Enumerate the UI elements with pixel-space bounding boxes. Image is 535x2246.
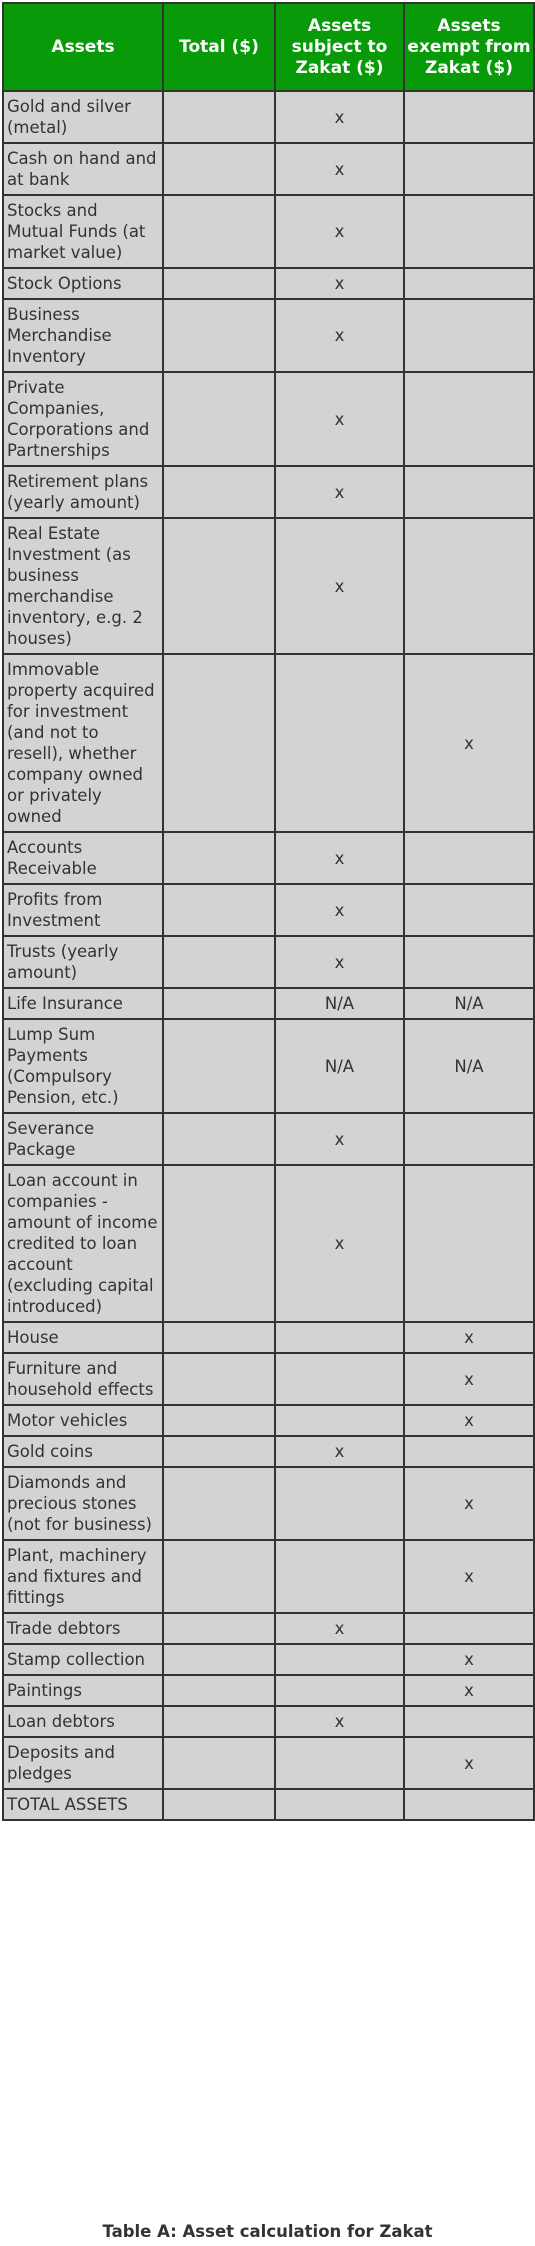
- header-exempt-from-zakat: Assets exempt from Zakat ($): [404, 3, 534, 91]
- total-cell: [163, 1789, 275, 1820]
- exempt-cell: [404, 143, 534, 195]
- exempt-cell: x: [404, 1675, 534, 1706]
- asset-cell: Private Companies, Corporations and Partnerships: [3, 372, 163, 466]
- table-row: [3, 195, 534, 268]
- total-cell: [163, 988, 275, 1019]
- asset-cell: Life Insurance: [3, 988, 163, 1019]
- table-row: [3, 1165, 534, 1322]
- asset-cell: House: [3, 1322, 163, 1353]
- subject-cell: x: [275, 195, 404, 268]
- subject-cell: x: [275, 832, 404, 884]
- exempt-cell: x: [404, 1737, 534, 1789]
- total-cell: [163, 1019, 275, 1113]
- table-row: [3, 1405, 534, 1436]
- subject-cell: [275, 1540, 404, 1613]
- subject-cell: x: [275, 1436, 404, 1467]
- table-row: [3, 1019, 534, 1113]
- exempt-cell: x: [404, 1405, 534, 1436]
- asset-cell: Trusts (yearly amount): [3, 936, 163, 988]
- table-row: [3, 936, 534, 988]
- total-cell: [163, 1322, 275, 1353]
- total-cell: [163, 91, 275, 143]
- subject-cell: x: [275, 372, 404, 466]
- asset-cell: Severance Package: [3, 1113, 163, 1165]
- subject-cell: x: [275, 936, 404, 988]
- table-row: [3, 1644, 534, 1675]
- exempt-cell: [404, 299, 534, 372]
- subject-cell: x: [275, 143, 404, 195]
- exempt-cell: x: [404, 1540, 534, 1613]
- table-row: [3, 143, 534, 195]
- asset-cell: Paintings: [3, 1675, 163, 1706]
- subject-cell: [275, 1789, 404, 1820]
- table-row: [3, 1613, 534, 1644]
- total-cell: [163, 1436, 275, 1467]
- total-cell: [163, 268, 275, 299]
- exempt-cell: N/A: [404, 988, 534, 1019]
- total-cell: [163, 1405, 275, 1436]
- asset-cell: Real Estate Investment (as business merchandise inventory, e.g. 2 houses): [3, 518, 163, 654]
- total-cell: [163, 372, 275, 466]
- subject-cell: x: [275, 1613, 404, 1644]
- exempt-cell: [404, 832, 534, 884]
- total-cell: [163, 299, 275, 372]
- subject-cell: [275, 1737, 404, 1789]
- subject-cell: x: [275, 91, 404, 143]
- total-cell: [163, 936, 275, 988]
- exempt-cell: [404, 1789, 534, 1820]
- subject-cell: [275, 1675, 404, 1706]
- table-row: [3, 372, 534, 466]
- exempt-cell: [404, 91, 534, 143]
- subject-cell: x: [275, 884, 404, 936]
- table-header-row: [3, 3, 534, 91]
- asset-cell: Cash on hand and at bank: [3, 143, 163, 195]
- total-cell: [163, 1613, 275, 1644]
- total-cell: [163, 518, 275, 654]
- asset-cell: Gold coins: [3, 1436, 163, 1467]
- subject-cell: x: [275, 268, 404, 299]
- subject-cell: N/A: [275, 988, 404, 1019]
- total-cell: [163, 1113, 275, 1165]
- subject-cell: x: [275, 1706, 404, 1737]
- subject-cell: x: [275, 299, 404, 372]
- table-row: [3, 1737, 534, 1789]
- exempt-cell: [404, 1613, 534, 1644]
- exempt-cell: [404, 1113, 534, 1165]
- asset-cell: TOTAL ASSETS: [3, 1789, 163, 1820]
- header-total: Total ($): [163, 3, 275, 91]
- total-cell: [163, 832, 275, 884]
- asset-cell: Immovable property acquired for investment (and not to resell), whether company owned or privately owned: [3, 654, 163, 832]
- asset-cell: Stocks and Mutual Funds (at market value): [3, 195, 163, 268]
- table-row: [3, 1540, 534, 1613]
- table-row: [3, 1113, 534, 1165]
- subject-cell: x: [275, 1113, 404, 1165]
- table-row: [3, 654, 534, 832]
- exempt-cell: [404, 1165, 534, 1322]
- table-row: [3, 988, 534, 1019]
- asset-cell: Stamp collection: [3, 1644, 163, 1675]
- exempt-cell: x: [404, 654, 534, 832]
- asset-cell: Plant, machinery and fixtures and fittings: [3, 1540, 163, 1613]
- table-row: [3, 1322, 534, 1353]
- total-cell: [163, 143, 275, 195]
- asset-cell: Business Merchandise Inventory: [3, 299, 163, 372]
- subject-cell: [275, 1467, 404, 1540]
- table-row: [3, 1467, 534, 1540]
- total-cell: [163, 1540, 275, 1613]
- total-cell: [163, 466, 275, 518]
- asset-cell: Loan account in companies - amount of income credited to loan account (excluding capital introduced): [3, 1165, 163, 1322]
- asset-cell: Profits from Investment: [3, 884, 163, 936]
- subject-cell: [275, 654, 404, 832]
- table-row: [3, 884, 534, 936]
- exempt-cell: [404, 372, 534, 466]
- subject-cell: [275, 1644, 404, 1675]
- asset-cell: Furniture and household effects: [3, 1353, 163, 1405]
- asset-cell: Lump Sum Payments (Compulsory Pension, etc.): [3, 1019, 163, 1113]
- asset-cell: Stock Options: [3, 268, 163, 299]
- exempt-cell: [404, 936, 534, 988]
- exempt-cell: x: [404, 1644, 534, 1675]
- subject-cell: [275, 1322, 404, 1353]
- subject-cell: x: [275, 466, 404, 518]
- table-row: [3, 1789, 534, 1820]
- total-cell: [163, 1165, 275, 1322]
- total-cell: [163, 1467, 275, 1540]
- table-row: [3, 466, 534, 518]
- table-caption: Table A: Asset calculation for Zakat: [102, 2222, 433, 2241]
- exempt-cell: [404, 884, 534, 936]
- asset-cell: Accounts Receivable: [3, 832, 163, 884]
- header-subject-to-zakat: Assets subject to Zakat ($): [275, 3, 404, 91]
- total-cell: [163, 1706, 275, 1737]
- total-cell: [163, 884, 275, 936]
- table-row: [3, 1353, 534, 1405]
- table-row: [3, 518, 534, 654]
- total-cell: [163, 654, 275, 832]
- total-cell: [163, 195, 275, 268]
- subject-cell: x: [275, 1165, 404, 1322]
- table-row: [3, 1436, 534, 1467]
- exempt-cell: x: [404, 1467, 534, 1540]
- zakat-asset-table: [2, 2, 535, 1821]
- exempt-cell: x: [404, 1353, 534, 1405]
- subject-cell: [275, 1405, 404, 1436]
- total-cell: [163, 1737, 275, 1789]
- total-cell: [163, 1353, 275, 1405]
- asset-cell: Gold and silver (metal): [3, 91, 163, 143]
- subject-cell: x: [275, 518, 404, 654]
- table-body: [3, 91, 534, 1820]
- table-row: [3, 1706, 534, 1737]
- asset-cell: Loan debtors: [3, 1706, 163, 1737]
- exempt-cell: [404, 195, 534, 268]
- exempt-cell: [404, 268, 534, 299]
- exempt-cell: [404, 518, 534, 654]
- exempt-cell: [404, 1436, 534, 1467]
- asset-cell: Diamonds and precious stones (not for business): [3, 1467, 163, 1540]
- asset-cell: Retirement plans (yearly amount): [3, 466, 163, 518]
- asset-cell: Trade debtors: [3, 1613, 163, 1644]
- exempt-cell: [404, 466, 534, 518]
- table-row: [3, 91, 534, 143]
- subject-cell: [275, 1353, 404, 1405]
- exempt-cell: N/A: [404, 1019, 534, 1113]
- subject-cell: N/A: [275, 1019, 404, 1113]
- table-row: [3, 299, 534, 372]
- total-cell: [163, 1675, 275, 1706]
- asset-cell: Deposits and pledges: [3, 1737, 163, 1789]
- asset-cell: Motor vehicles: [3, 1405, 163, 1436]
- table-row: [3, 268, 534, 299]
- exempt-cell: [404, 1706, 534, 1737]
- header-assets: Assets: [3, 3, 163, 91]
- table-row: [3, 1675, 534, 1706]
- table-row: [3, 832, 534, 884]
- total-cell: [163, 1644, 275, 1675]
- exempt-cell: x: [404, 1322, 534, 1353]
